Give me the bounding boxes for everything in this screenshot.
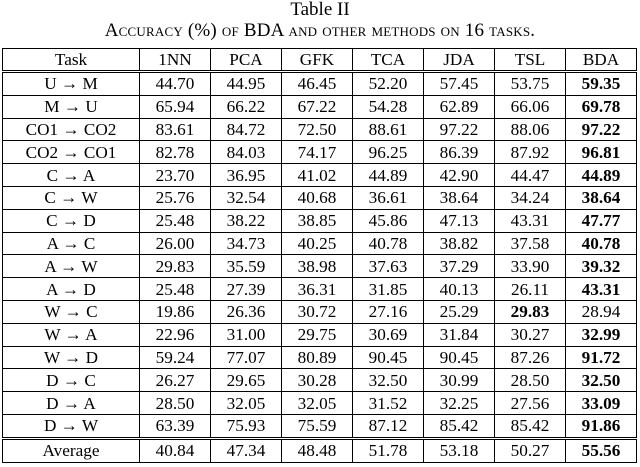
value-cell-bda: 38.64 (566, 186, 637, 209)
value-cell-gfk: 29.75 (282, 323, 353, 346)
value-cell-tsl: 30.27 (495, 323, 566, 346)
value-cell-jda: 47.13 (424, 209, 495, 232)
task-cell: U → M (3, 72, 140, 96)
header-cell-tsl: TSL (495, 49, 566, 72)
task-cell: C → A (3, 164, 140, 187)
task-cell: M → U (3, 95, 140, 118)
value-cell-1nn: 82.78 (140, 141, 211, 164)
value-cell-pca: 32.54 (211, 186, 282, 209)
value-cell-tca: 31.85 (353, 278, 424, 301)
value-cell-bda: 43.31 (566, 278, 637, 301)
value-cell-pca: 26.36 (211, 300, 282, 323)
table-row (3, 346, 637, 369)
task-cell: W → A (3, 323, 140, 346)
value-cell-gfk: 38.98 (282, 255, 353, 278)
value-cell-1nn: 19.86 (140, 300, 211, 323)
header-cell-jda: JDA (424, 49, 495, 72)
value-cell-1nn: 65.94 (140, 95, 211, 118)
value-cell-pca: 84.72 (211, 118, 282, 141)
table-row (3, 255, 637, 278)
value-cell-bda: 97.22 (566, 118, 637, 141)
value-cell-jda: 31.84 (424, 323, 495, 346)
value-cell-tsl: 33.90 (495, 255, 566, 278)
table-row (3, 72, 637, 96)
value-cell-tca: 32.50 (353, 369, 424, 392)
value-cell-gfk: 36.31 (282, 278, 353, 301)
value-cell-1nn: 22.96 (140, 323, 211, 346)
header-cell-task: Task (3, 49, 140, 72)
value-cell-bda: 91.86 (566, 414, 637, 438)
value-cell-tsl: 29.83 (495, 300, 566, 323)
value-cell-jda: 25.29 (424, 300, 495, 323)
value-cell-pca: 75.93 (211, 414, 282, 438)
average-row (3, 438, 637, 462)
value-cell-tca: 52.20 (353, 72, 424, 96)
task-cell: W → C (3, 300, 140, 323)
value-cell-pca: 35.59 (211, 255, 282, 278)
value-cell-tsl: 37.58 (495, 232, 566, 255)
table-label: Table II (290, 0, 350, 20)
value-cell-pca: 34.73 (211, 232, 282, 255)
value-cell-1nn: 25.48 (140, 278, 211, 301)
task-cell: C → W (3, 186, 140, 209)
table-row (3, 232, 637, 255)
value-cell-gfk: 74.17 (282, 141, 353, 164)
value-cell-1nn: 83.61 (140, 118, 211, 141)
value-cell-tca: 88.61 (353, 118, 424, 141)
results-table (2, 48, 637, 463)
value-cell-tsl: 26.11 (495, 278, 566, 301)
value-cell-jda: 90.45 (424, 346, 495, 369)
value-cell-tca: 45.86 (353, 209, 424, 232)
value-cell-bda: 55.56 (566, 438, 637, 462)
value-cell-tsl: 85.42 (495, 414, 566, 438)
value-cell-tsl: 53.75 (495, 72, 566, 96)
value-cell-tca: 27.16 (353, 300, 424, 323)
value-cell-1nn: 63.39 (140, 414, 211, 438)
value-cell-jda: 38.82 (424, 232, 495, 255)
task-cell: CO1 → CO2 (3, 118, 140, 141)
value-cell-jda: 85.42 (424, 414, 495, 438)
value-cell-gfk: 30.72 (282, 300, 353, 323)
value-cell-gfk: 30.28 (282, 369, 353, 392)
value-cell-tca: 44.89 (353, 164, 424, 187)
value-cell-bda: 69.78 (566, 95, 637, 118)
value-cell-gfk: 38.85 (282, 209, 353, 232)
value-cell-1nn: 40.84 (140, 438, 211, 462)
value-cell-jda: 86.39 (424, 141, 495, 164)
value-cell-tsl: 50.27 (495, 438, 566, 462)
value-cell-tca: 37.63 (353, 255, 424, 278)
value-cell-tsl: 28.50 (495, 369, 566, 392)
value-cell-1nn: 25.76 (140, 186, 211, 209)
value-cell-tca: 96.25 (353, 141, 424, 164)
table-row (3, 186, 637, 209)
task-cell: A → W (3, 255, 140, 278)
header-cell-gfk: GFK (282, 49, 353, 72)
value-cell-bda: 47.77 (566, 209, 637, 232)
table-row (3, 414, 637, 438)
value-cell-pca: 47.34 (211, 438, 282, 462)
value-cell-pca: 77.07 (211, 346, 282, 369)
value-cell-tsl: 27.56 (495, 392, 566, 415)
value-cell-1nn: 26.27 (140, 369, 211, 392)
value-cell-tca: 87.12 (353, 414, 424, 438)
table-row (3, 118, 637, 141)
value-cell-1nn: 26.00 (140, 232, 211, 255)
header-cell-1nn: 1NN (140, 49, 211, 72)
value-cell-gfk: 41.02 (282, 164, 353, 187)
value-cell-tca: 31.52 (353, 392, 424, 415)
header-cell-pca: PCA (211, 49, 282, 72)
value-cell-1nn: 29.83 (140, 255, 211, 278)
value-cell-pca: 66.22 (211, 95, 282, 118)
table-row (3, 300, 637, 323)
value-cell-gfk: 67.22 (282, 95, 353, 118)
value-cell-tsl: 87.26 (495, 346, 566, 369)
value-cell-pca: 32.05 (211, 392, 282, 415)
value-cell-bda: 96.81 (566, 141, 637, 164)
task-cell: W → D (3, 346, 140, 369)
value-cell-jda: 38.64 (424, 186, 495, 209)
value-cell-gfk: 72.50 (282, 118, 353, 141)
value-cell-gfk: 40.68 (282, 186, 353, 209)
value-cell-gfk: 46.45 (282, 72, 353, 96)
value-cell-bda: 39.32 (566, 255, 637, 278)
value-cell-jda: 32.25 (424, 392, 495, 415)
table-row (3, 95, 637, 118)
value-cell-pca: 31.00 (211, 323, 282, 346)
value-cell-jda: 37.29 (424, 255, 495, 278)
value-cell-tca: 51.78 (353, 438, 424, 462)
value-cell-gfk: 80.89 (282, 346, 353, 369)
task-cell: A → D (3, 278, 140, 301)
table-row (3, 392, 637, 415)
value-cell-bda: 59.35 (566, 72, 637, 96)
value-cell-jda: 97.22 (424, 118, 495, 141)
value-cell-pca: 44.95 (211, 72, 282, 96)
value-cell-tca: 36.61 (353, 186, 424, 209)
value-cell-pca: 36.95 (211, 164, 282, 187)
value-cell-tca: 54.28 (353, 95, 424, 118)
header-cell-bda: BDA (566, 49, 637, 72)
value-cell-jda: 30.99 (424, 369, 495, 392)
value-cell-bda: 40.78 (566, 232, 637, 255)
table-header-row (3, 49, 637, 72)
value-cell-pca: 38.22 (211, 209, 282, 232)
value-cell-tsl: 66.06 (495, 95, 566, 118)
value-cell-jda: 42.90 (424, 164, 495, 187)
value-cell-tsl: 87.92 (495, 141, 566, 164)
value-cell-bda: 32.50 (566, 369, 637, 392)
task-cell: D → A (3, 392, 140, 415)
value-cell-gfk: 40.25 (282, 232, 353, 255)
value-cell-jda: 53.18 (424, 438, 495, 462)
value-cell-jda: 40.13 (424, 278, 495, 301)
value-cell-bda: 32.99 (566, 323, 637, 346)
value-cell-1nn: 23.70 (140, 164, 211, 187)
table-row (3, 209, 637, 232)
value-cell-tca: 30.69 (353, 323, 424, 346)
table-row (3, 323, 637, 346)
table-row (3, 369, 637, 392)
task-cell: CO2 → CO1 (3, 141, 140, 164)
task-cell: C → D (3, 209, 140, 232)
value-cell-bda: 91.72 (566, 346, 637, 369)
value-cell-tsl: 43.31 (495, 209, 566, 232)
value-cell-1nn: 59.24 (140, 346, 211, 369)
value-cell-tsl: 44.47 (495, 164, 566, 187)
table-row (3, 141, 637, 164)
value-cell-bda: 44.89 (566, 164, 637, 187)
value-cell-tsl: 34.24 (495, 186, 566, 209)
value-cell-jda: 62.89 (424, 95, 495, 118)
value-cell-1nn: 44.70 (140, 72, 211, 96)
value-cell-bda: 33.09 (566, 392, 637, 415)
header-cell-tca: TCA (353, 49, 424, 72)
value-cell-tca: 40.78 (353, 232, 424, 255)
value-cell-gfk: 32.05 (282, 392, 353, 415)
task-cell: D → W (3, 414, 140, 438)
task-cell: A → C (3, 232, 140, 255)
value-cell-1nn: 25.48 (140, 209, 211, 232)
value-cell-1nn: 28.50 (140, 392, 211, 415)
value-cell-pca: 29.65 (211, 369, 282, 392)
value-cell-pca: 27.39 (211, 278, 282, 301)
value-cell-pca: 84.03 (211, 141, 282, 164)
value-cell-tsl: 88.06 (495, 118, 566, 141)
value-cell-tca: 90.45 (353, 346, 424, 369)
task-cell: Average (3, 438, 140, 462)
table-row (3, 164, 637, 187)
table-row (3, 278, 637, 301)
value-cell-gfk: 48.48 (282, 438, 353, 462)
table-title: Accuracy (%) of BDA and other methods on 16 tasks. (104, 20, 536, 41)
value-cell-gfk: 75.59 (282, 414, 353, 438)
value-cell-bda: 28.94 (566, 300, 637, 323)
value-cell-jda: 57.45 (424, 72, 495, 96)
task-cell: D → C (3, 369, 140, 392)
